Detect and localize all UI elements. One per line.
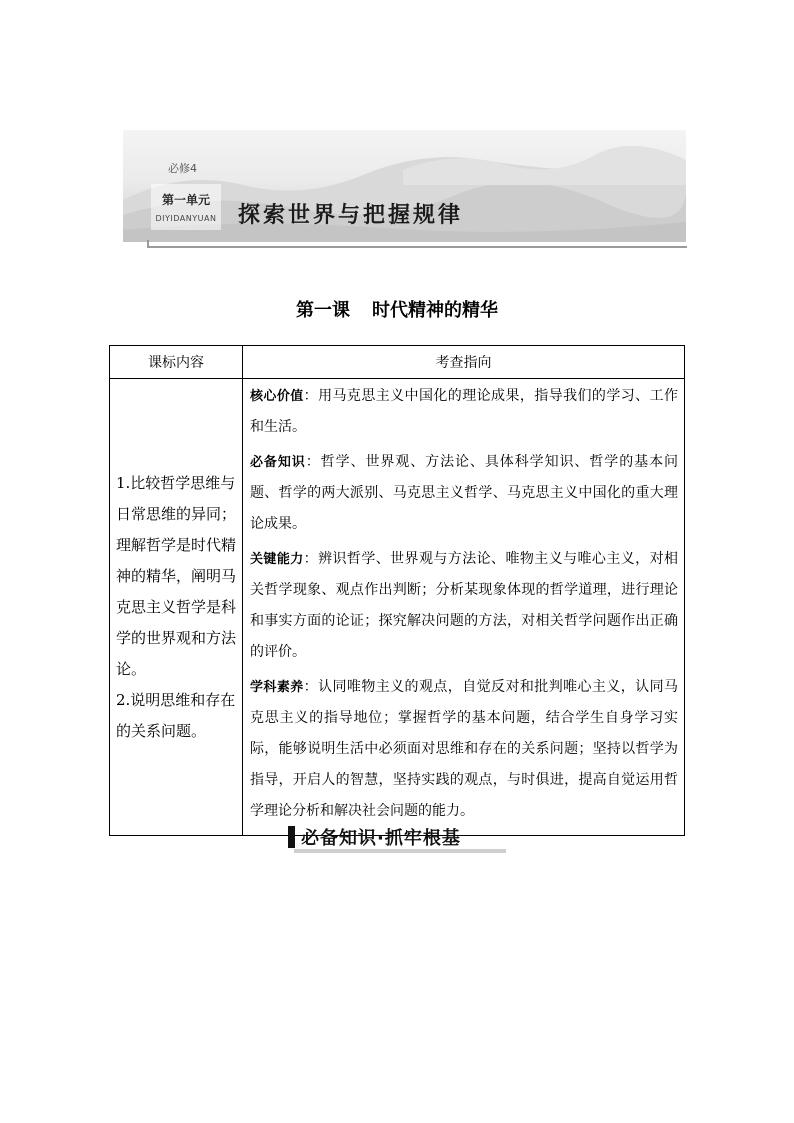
banner-corner-mark (147, 240, 149, 248)
guidance-text: 认同唯物主义的观点，自觉反对和批判唯心主义，认同马克思主义的指导地位；掌握哲学的基本问题，结合学生自身学习实际，能够说明生活中必须面对思维和存在的关系问题；坚持以哲学为指导，开启人的智慧，坚持实践的观点，与时俱进，提高自觉运用哲学理论分析和解决社会问题的能力。 (250, 679, 678, 819)
guidance-separator: ： (303, 551, 319, 567)
section-heading (288, 824, 506, 850)
guidance-separator: ： (303, 388, 319, 404)
guidance-label: 关键能力 (250, 552, 304, 567)
section-title: 必备知识·抓牢根基 (301, 828, 461, 849)
guidance-separator: ： (305, 454, 321, 470)
unit-title: 探索世界与把握规律 (238, 203, 464, 228)
guidance-item (250, 544, 678, 668)
guidance-item (250, 381, 678, 443)
unit-badge (151, 184, 221, 230)
guidance-label: 核心价值 (250, 389, 304, 404)
guidance-label: 学科素养 (250, 680, 304, 695)
banner-underline (147, 246, 687, 248)
curriculum-table (109, 345, 685, 836)
guidance-separator: ： (303, 679, 319, 695)
header-guidance: 考查指向 (243, 346, 685, 379)
lesson-title (0, 296, 794, 322)
unit-pinyin: DIYIDANYUAN (155, 214, 217, 223)
header-standards: 课标内容 (110, 346, 243, 379)
guidance-text: 哲学、世界观、方法论、具体科学知识、哲学的基本问题、哲学的两大派别、马克思主义哲学、马克思主义中国化的重大理论成果。 (250, 454, 678, 532)
table-header-row (110, 346, 685, 379)
guidance-text: 用马克思主义中国化的理论成果，指导我们的学习、工作和生活。 (250, 388, 678, 435)
guidance-cell (243, 379, 685, 836)
standard-item: 1.比较哲学思维与日常思维的异同；理解哲学是时代精神的精华，阐明马克思主义哲学是科学的世界观和方法论。 (116, 473, 237, 678)
guidance-label: 必备知识 (250, 455, 306, 470)
guidance-item (250, 672, 678, 827)
unit-number: 第一单元 (161, 193, 210, 207)
lesson-name: 时代精神的精华 (372, 300, 498, 321)
section-bar-icon (288, 826, 295, 848)
section-underline (294, 849, 506, 853)
book-label: 必修4 (168, 162, 197, 175)
guidance-text: 辨识哲学、世界观与方法论、唯物主义与唯心主义，对相关哲学现象、观点作出判断；分析某现象体现的哲学道理，进行理论和事实方面的论证；探究解决问题的方法，对相关哲学问题作出正确的评价。 (250, 551, 678, 660)
standard-item: 2.说明思维和存在的关系问题。 (116, 690, 236, 740)
lesson-number: 第一课 (296, 300, 350, 321)
table-row (110, 379, 685, 836)
standards-cell (110, 379, 243, 836)
guidance-item (250, 447, 678, 540)
